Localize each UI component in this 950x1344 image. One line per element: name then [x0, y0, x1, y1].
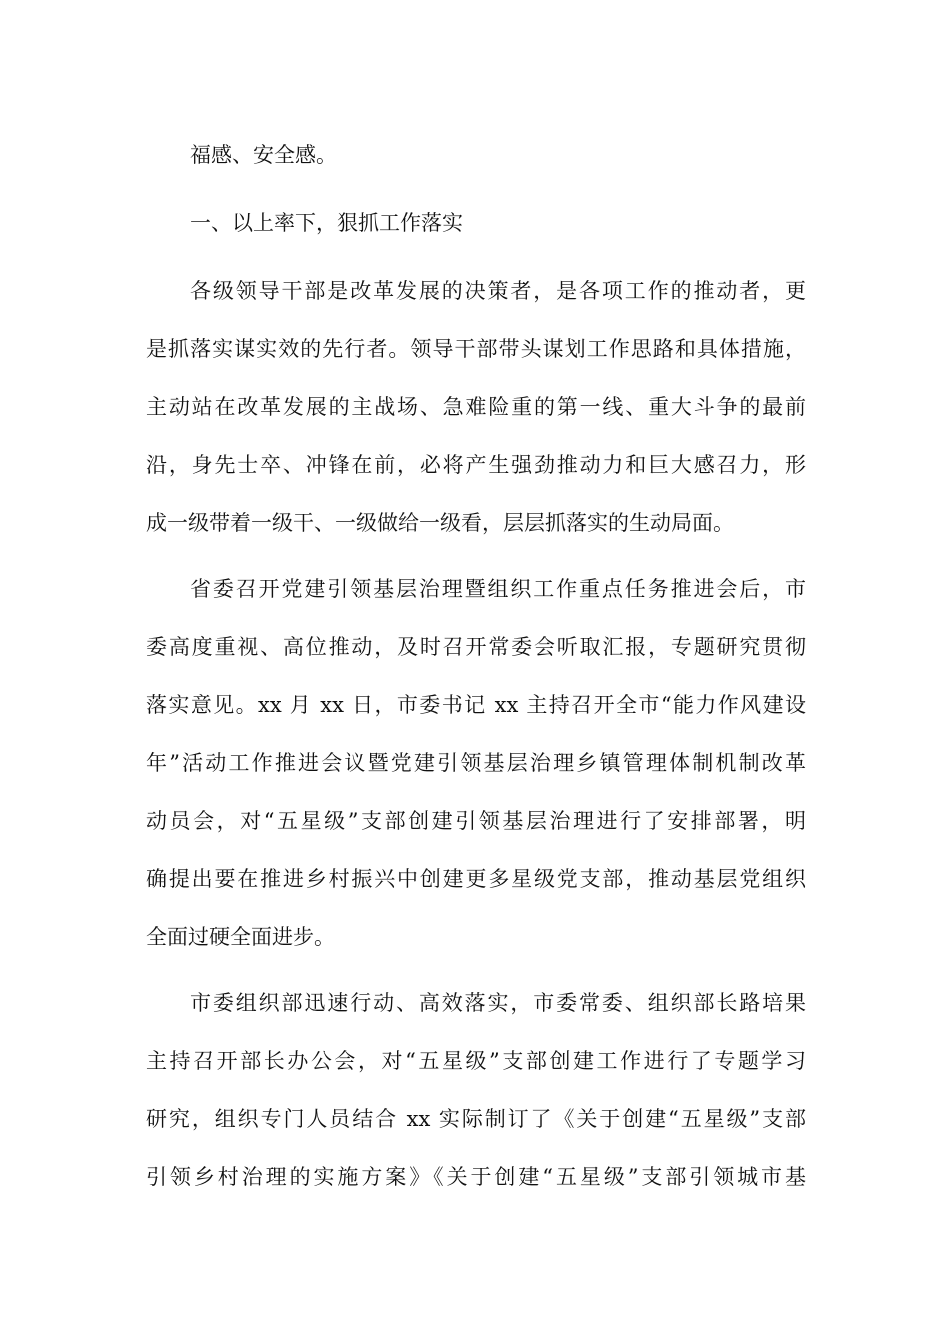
paragraph-line: 确提出要在推进乡村振兴中创建更多星级党支部，推动基层党组织 — [146, 867, 806, 891]
paragraph-line: 各级领导干部是改革发展的决策者，是各项工作的推动者，更 — [190, 279, 806, 303]
paragraph-line: 动员会，对“五星级”支部创建引领基层治理进行了安排部署，明 — [146, 809, 806, 833]
paragraph-line: 落实意见。xx 月 xx 日，市委书记 xx 主持召开全市“能力作风建设 — [146, 693, 806, 717]
paragraph-line: 委高度重视、高位推动，及时召开常委会听取汇报，专题研究贯彻 — [146, 635, 806, 659]
paragraph-line: 市委组织部迅速行动、高效落实，市委常委、组织部长路培果 — [190, 991, 806, 1015]
paragraph-line: 主动站在改革发展的主战场、急难险重的第一线、重大斗争的最前 — [146, 395, 806, 419]
paragraph-line: 福感、安全感。 — [190, 143, 337, 167]
paragraph-line: 主持召开部长办公会，对“五星级”支部创建工作进行了专题学习 — [146, 1049, 806, 1073]
paragraph-line: 年”活动工作推进会议暨党建引领基层治理乡镇管理体制机制改革 — [146, 751, 806, 775]
paragraph-line: 引领乡村治理的实施方案》《关于创建“五星级”支部引领城市基 — [146, 1165, 806, 1189]
paragraph-line: 成一级带着一级干、一级做给一级看，层层抓落实的生动局面。 — [146, 511, 734, 535]
paragraph-line: 沿，身先士卒、冲锋在前，必将产生强劲推动力和巨大感召力，形 — [146, 453, 806, 477]
paragraph-line: 是抓落实谋实效的先行者。领导干部带头谋划工作思路和具体措施， — [146, 337, 806, 361]
section-heading: 一、以上率下，狠抓工作落实 — [190, 211, 463, 235]
paragraph-line: 全面过硬全面进步。 — [146, 925, 335, 949]
paragraph-line: 研究，组织专门人员结合 xx 实际制订了《关于创建“五星级”支部 — [146, 1107, 806, 1131]
paragraph-line: 省委召开党建引领基层治理暨组织工作重点任务推进会后，市 — [190, 577, 806, 601]
